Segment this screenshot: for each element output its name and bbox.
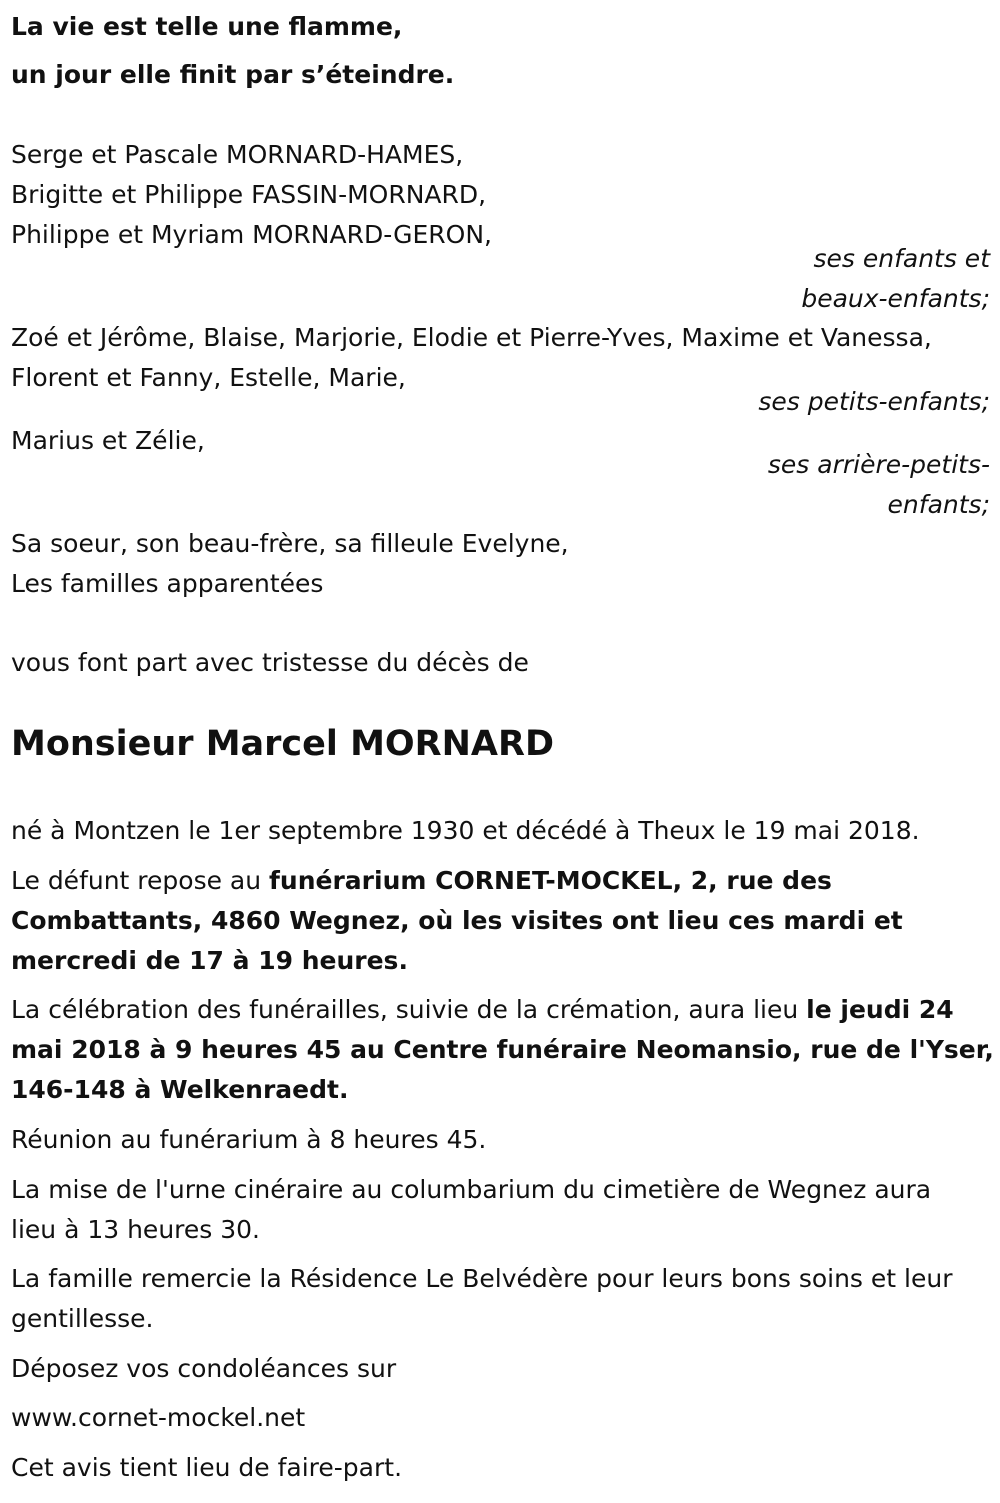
repose-paragraph: [11, 861, 996, 981]
announcement: vous font part avec tristesse du décès de: [11, 648, 529, 677]
ceremony-paragraph: [11, 990, 996, 1110]
closing-text: Cet avis tient lieu de faire-part.: [11, 1453, 403, 1482]
children-role-1: ses enfants et: [813, 244, 990, 273]
ceremony-details: le jeudi 24 mai 2018 à 9 heures 45 au Centre funéraire Neomansio, rue de l'Yser, 146-148 à Welkenraedt.: [11, 995, 994, 1104]
meeting: Réunion au funérarium à 8 heures 45.: [11, 1125, 487, 1154]
birth-death: né à Montzen le 1er septembre 1930 et décédé à Theux le 19 mai 2018.: [11, 816, 920, 845]
great-grandchildren-role-1: ses arrière-petits-: [767, 450, 990, 479]
child-name-2: Brigitte et Philippe FASSIN-MORNARD,: [11, 180, 487, 209]
grandchildren-line-1: Zoé et Jérôme, Blaise, Marjorie, Elodie et Pierre-Yves, Maxime et Vanessa,: [11, 323, 932, 352]
condolences-label: Déposez vos condoléances sur: [11, 1354, 397, 1383]
grandchildren-line-2: Florent et Fanny, Estelle, Marie,: [11, 363, 406, 392]
children-role-2: beaux-enfants;: [801, 284, 990, 313]
family-line-2: Les familles apparentées: [11, 569, 324, 598]
website-link[interactable]: www.cornet-mockel.net: [11, 1403, 306, 1432]
family-line-1: Sa soeur, son beau-frère, sa filleule Evelyne,: [11, 529, 569, 558]
thanks-paragraph: La famille remercie la Résidence Le Belvédère pour leurs bons soins et leur gentillesse.: [11, 1264, 953, 1333]
child-name-1: Serge et Pascale MORNARD-HAMES,: [11, 140, 464, 169]
repose-prefix: Le défunt repose au: [11, 866, 270, 895]
ceremony-prefix: La célébration des funérailles, suivie de la crémation, aura lieu: [11, 995, 807, 1024]
quote-line-2: un jour elle finit par s’éteindre.: [11, 60, 455, 89]
grandchildren-role: ses petits-enfants;: [758, 387, 990, 416]
deceased-name: Monsieur Marcel MORNARD: [11, 724, 555, 764]
quote-line-1: La vie est telle une flamme,: [11, 12, 403, 41]
great-grandchildren-role-2: enfants;: [887, 490, 990, 519]
repose-details: funérarium CORNET-MOCKEL, 2, rue des Combattants, 4860 Wegnez, où les visites ont lieu ces mardi et mercredi de 17 à 19 heures.: [11, 866, 903, 975]
child-name-3: Philippe et Myriam MORNARD-GERON,: [11, 220, 493, 249]
great-grandchildren-names: Marius et Zélie,: [11, 426, 205, 455]
urn-paragraph: La mise de l'urne cinéraire au columbarium du cimetière de Wegnez aura lieu à 13 heures 30.: [11, 1175, 932, 1244]
